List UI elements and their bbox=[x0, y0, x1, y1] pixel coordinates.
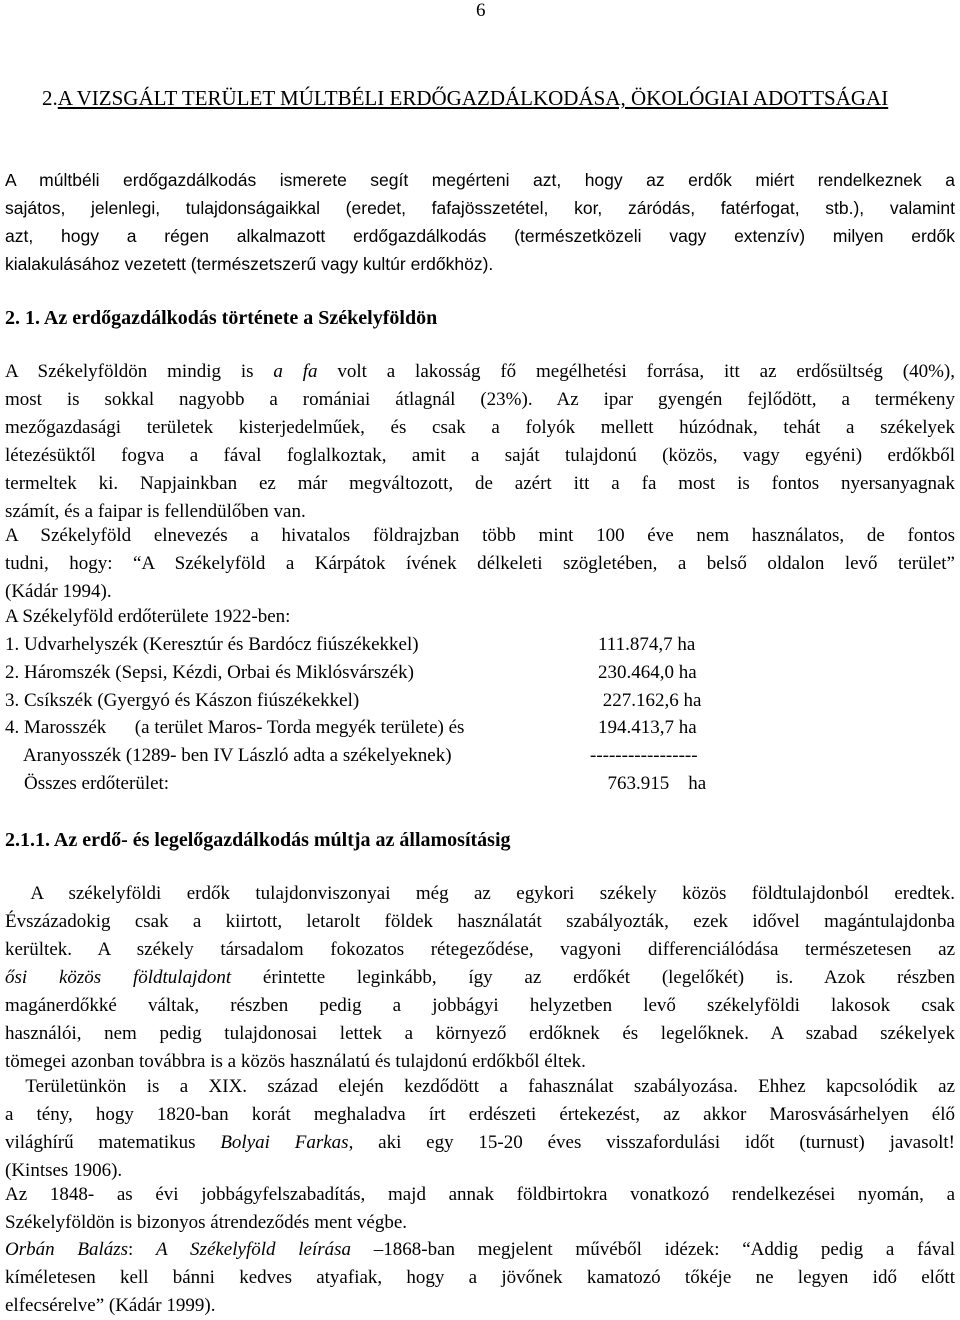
text-line: A Székelyföldön mindig is a fa volt a lakosság fő megélhetési forrása, itt az erdősültség (40%), bbox=[5, 361, 955, 382]
intro-paragraph bbox=[5, 166, 955, 278]
forest-area-row bbox=[5, 659, 765, 687]
paragraph-6 bbox=[5, 1236, 955, 1320]
text-line: tömegei azonban továbbra is a közös használatú és tulajdonú erdőkből éltek. bbox=[5, 1051, 586, 1072]
page-number: 6 bbox=[476, 0, 486, 21]
text-line: (Kádár 1994). bbox=[5, 581, 112, 602]
text-line: kerültek. A székely társadalom fokozatos rétegeződése, vagyoni differenciálódása természetesen az bbox=[5, 939, 955, 960]
row-value: 227.162,6 ha bbox=[598, 690, 702, 711]
text-line: kíméletesen kell bánni kedves atyafiak, hogy a jövőnek kamatozó tőkéje ne legyen idő előtt bbox=[5, 1267, 955, 1288]
row-label: 4. Marosszék (a terület Maros- Torda megyék területe) és bbox=[5, 717, 465, 738]
row-value: 194.413,7 ha bbox=[598, 717, 697, 738]
text-line: sajátos, jelenlegi, tulajdonságaikkal (eredet, fafajösszetétel, kor, záródás, fatérfogat, stb.), valamint bbox=[5, 198, 955, 218]
text-line: elfecsérelve” (Kádár 1999). bbox=[5, 1295, 216, 1316]
text-line: a tény, hogy 1820-ban korát meghaladva írt erdészeti értekezést, az akkor Marosvásárhelyen élő bbox=[5, 1104, 955, 1125]
row-value: 230.464,0 ha bbox=[598, 662, 697, 683]
text-line: A múltbéli erdőgazdálkodás ismerete segít megérteni azt, hogy az erdők miért rendelkeznek a bbox=[5, 170, 955, 190]
row-label: Összes erdőterület: bbox=[5, 773, 170, 794]
text-line: Orbán Balázs: A Székelyföld leírása –1868-ban megjelent művéből idézek: “Addig pedig a fával bbox=[5, 1239, 955, 1260]
text-line: azt, hogy a régen alkalmazott erdőgazdálkodás (természetközeli vagy extenzív) milyen erdők bbox=[5, 226, 955, 246]
row-value: 763.915 ha bbox=[598, 773, 707, 794]
text-line: Évszázadokig csak a kiirtott, letarolt földek használatát szabályozták, ezek idővel magántulajdonba bbox=[5, 911, 955, 932]
text-line: A Székelyföld elnevezés a hivatalos földrajzban több mint 100 éve nem használatos, de fontos bbox=[5, 525, 955, 546]
row-label: Aranyosszék (1289- ben IV László adta a székelyeknek) bbox=[5, 745, 452, 766]
chapter-title-text: A VIZSGÁLT TERÜLET MÚLTBÉLI ERDŐGAZDÁLKODÁSA, ÖKOLÓGIAI ADOTTSÁGAI bbox=[57, 86, 889, 110]
paragraph-2 bbox=[5, 522, 955, 606]
text-line: termeltek ki. Napjainkban ez már megváltozott, de azért itt a fa most is fontos nyersanyagnak bbox=[5, 473, 955, 494]
text-line: (Kintses 1906). bbox=[5, 1160, 123, 1181]
text-line: Székelyföldön is bizonyos átrendeződés ment végbe. bbox=[5, 1212, 408, 1233]
text-line: ősi közös földtulajdont érintette leginkább, így az erdőkét (legelőkét) is. Azok részben bbox=[5, 967, 955, 988]
text-line: kialakulásához vezetett (természetszerű vagy kultúr erdőkhöz). bbox=[5, 254, 494, 274]
paragraph-1 bbox=[5, 358, 955, 526]
row-value: 111.874,7 ha bbox=[598, 634, 696, 655]
row-label: 2. Háromszék (Sepsi, Kézdi, Orbai és Miklósvárszék) bbox=[5, 662, 414, 683]
section-heading-2-1: 2. 1. Az erdőgazdálkodás története a Székelyföldön bbox=[5, 307, 438, 329]
text-line: tudni, hogy: “A Székelyföld a Kárpátok ívének délkeleti szögletében, a belső oldalon levő terület” bbox=[5, 553, 955, 574]
forest-area-row bbox=[5, 742, 765, 770]
forest-area-row bbox=[5, 687, 765, 715]
emphasis: Orbán Balázs bbox=[5, 1239, 129, 1260]
section-heading-2-1-1: 2.1.1. Az erdő- és legelőgazdálkodás múltja az államosításig bbox=[5, 829, 511, 851]
text-line: mezőgazdasági területek kisterjedelműek, és csak a folyók mellett húzódnak, tehát a székelyek bbox=[5, 417, 955, 438]
chapter-title bbox=[42, 84, 942, 112]
forest-area-total-row bbox=[5, 770, 765, 798]
text-line: létezésüktől fogva a fával foglalkoztak, amit a saját tulajdonú (közös, vagy egyéni) erdőkből bbox=[5, 445, 955, 466]
emphasis: A Székelyföld leírása bbox=[156, 1239, 352, 1260]
emphasis: ősi közös földtulajdont bbox=[5, 967, 232, 988]
text-line: Területünkön is a XIX. század elején kezdődött a fahasználat szabályozása. Ehhez kapcsolódik az bbox=[5, 1076, 956, 1097]
text-line: világhírű matematikus Bolyai Farkas, aki egy 15-20 éves visszafordulási időt (turnust) javasolt! bbox=[5, 1132, 955, 1153]
text-line: magánerdőkké váltak, részben pedig a jobbágyi helyzetben levő székelyföldi lakosok csak bbox=[5, 995, 955, 1016]
text-line: használói, nem pedig tulajdonosai lettek a környező erdőknek és legelőknek. A szabad székelyek bbox=[5, 1023, 955, 1044]
row-label: 3. Csíkszék (Gyergyó és Kászon fiúszékekkel) bbox=[5, 690, 360, 711]
row-label: 1. Udvarhelyszék (Keresztúr és Bardócz fiúszékekkel) bbox=[5, 634, 419, 655]
emphasis: Bolyai Farkas bbox=[220, 1132, 349, 1153]
row-value: ----------------- bbox=[590, 745, 698, 766]
emphasis: a fa bbox=[273, 361, 318, 382]
text-line: Az 1848- as évi jobbágyfelszabadítás, majd annak földbirtokra vonatkozó rendelkezései nyomán, a bbox=[5, 1184, 955, 1205]
text-line: számít, és a faipar is fellendülőben van. bbox=[5, 501, 306, 522]
paragraph-3 bbox=[5, 880, 955, 1076]
paragraph-4 bbox=[5, 1073, 955, 1185]
text-line: A székelyföldi erdők tulajdonviszonyai még az egykori székely közös földtulajdonból eredtek. bbox=[5, 883, 956, 904]
chapter-number: 2. bbox=[42, 86, 58, 110]
text-line: most is sokkal nagyobb a romániai átlagnál (23%). Az ipar gyengén fejlődött, a termékeny bbox=[5, 389, 955, 410]
paragraph-5 bbox=[5, 1181, 955, 1237]
forest-area-heading: A Székelyföld erdőterülete 1922-ben: bbox=[5, 606, 291, 627]
forest-area-row bbox=[5, 631, 765, 659]
forest-area-row bbox=[5, 714, 765, 742]
